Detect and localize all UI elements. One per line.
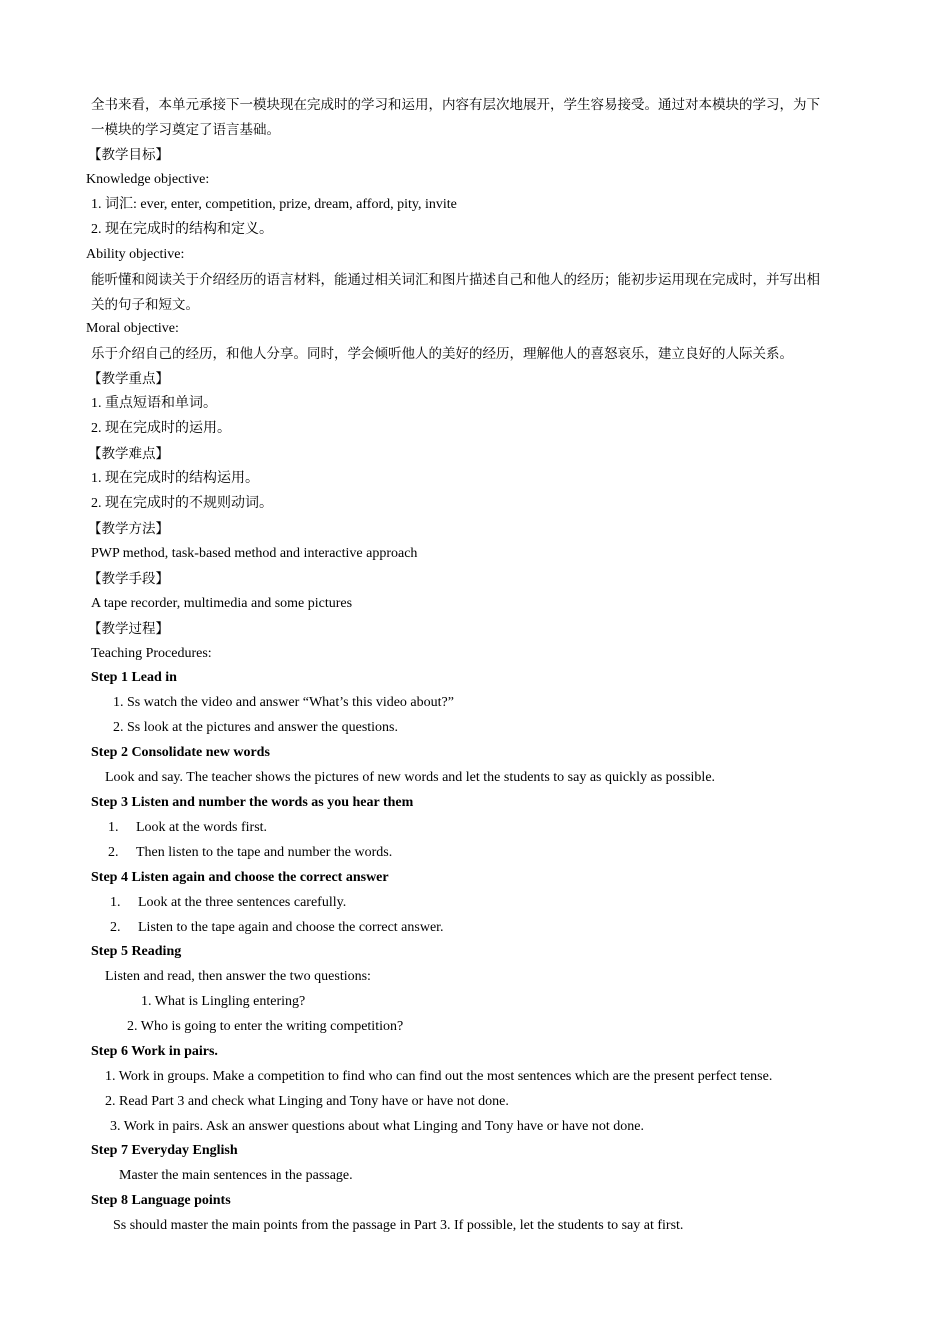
teaching-procedures-label: Teaching Procedures: [91,646,212,661]
moral-line-1: 乐于介绍自己的经历，和他人分享。同时，学会倾听他人的美好的经历，理解他人的喜怒哀乐，建立良好的人际关系。 [91,346,793,362]
means-heading: 【教学手段】 [88,571,169,587]
step-3-title: Step 3 Listen and number the words as you hear them [91,795,414,810]
means-text: A tape recorder, multimedia and some pictures [91,596,353,611]
ability-line-1: 能听懂和阅读关于介绍经历的语言材料，能通过相关词汇和图片描述自己和他人的经历；能初步运用现在完成时，并写出相 [91,272,820,288]
step-3-item-1-number: 1. [108,820,119,835]
step-6-item-2: 2. Read Part 3 and check what Linging and Tony have or have not done. [105,1094,509,1109]
step-4-title: Step 4 Listen again and choose the correct answer [91,870,389,885]
step-1-item-1: 1. Ss watch the video and answer “What’s this video about?” [113,695,454,710]
intro-line-1: 全书来看，本单元承接下一模块现在完成时的学习和运用，内容有层次地展开，学生容易接受。通过对本模块的学习，为下 [91,97,820,113]
methods-text: PWP method, task-based method and interactive approach [91,546,418,561]
step-5-item-1: Listen and read, then answer the two questions: [105,969,371,984]
methods-heading: 【教学方法】 [88,521,169,537]
intro-line-2: 一模块的学习奠定了语言基础。 [91,122,280,138]
step-4-item-1-number: 1. [110,895,121,910]
knowledge-item-2: 2. 现在完成时的结构和定义。 [91,222,273,237]
step-4-item-2-number: 2. [110,920,121,935]
difficulty-2: 2. 现在完成时的不规则动词。 [91,496,273,511]
knowledge-objective-label: Knowledge objective: [86,172,210,187]
key-point-2: 2. 现在完成时的运用。 [91,421,231,436]
step-3-item-2-number: 2. [108,845,119,860]
step-5-title: Step 5 Reading [91,944,182,959]
step-4-item-1: Look at the three sentences carefully. [138,895,347,910]
step-3-item-1: Look at the words first. [136,820,268,835]
step-8-item-1: Ss should master the main points from the passage in Part 3. If possible, let the students to say at first. [113,1218,684,1233]
objectives-heading: 【教学目标】 [88,147,169,163]
ability-objective-label: Ability objective: [86,247,185,262]
ability-line-2: 关的句子和短文。 [91,297,199,313]
step-6-title: Step 6 Work in pairs. [91,1044,218,1059]
knowledge-item-1: 1. 词汇: ever, enter, competition, prize, dream, afford, pity, invite [91,197,457,212]
step-6-item-1: 1. Work in groups. Make a competition to find who can find out the most sentences which are the present perfect tense. [105,1069,773,1084]
step-2-title: Step 2 Consolidate new words [91,745,270,760]
step-1-title: Step 1 Lead in [91,670,177,685]
moral-objective-label: Moral objective: [86,321,179,336]
step-6-item-3: 3. Work in pairs. Ask an answer questions about what Linging and Tony have or have not done. [110,1119,644,1134]
difficulty-1: 1. 现在完成时的结构运用。 [91,471,259,486]
process-heading: 【教学过程】 [88,621,169,637]
step-1-item-2: 2. Ss look at the pictures and answer the questions. [113,720,399,735]
step-3-item-2: Then listen to the tape and number the words. [136,845,393,860]
difficulties-heading: 【教学难点】 [88,446,169,462]
step-7-item-1: Master the main sentences in the passage. [119,1168,353,1183]
step-5-question-1: 1. What is Lingling entering? [141,994,306,1009]
step-8-title: Step 8 Language points [91,1193,231,1208]
step-2-item-1: Look and say. The teacher shows the pictures of new words and let the students to say as quickly as possible. [105,770,716,785]
step-5-question-2: 2. Who is going to enter the writing competition? [127,1019,404,1034]
key-points-heading: 【教学重点】 [88,371,169,387]
key-point-1: 1. 重点短语和单词。 [91,396,217,411]
step-7-title: Step 7 Everyday English [91,1143,238,1158]
step-4-item-2: Listen to the tape again and choose the correct answer. [138,920,444,935]
